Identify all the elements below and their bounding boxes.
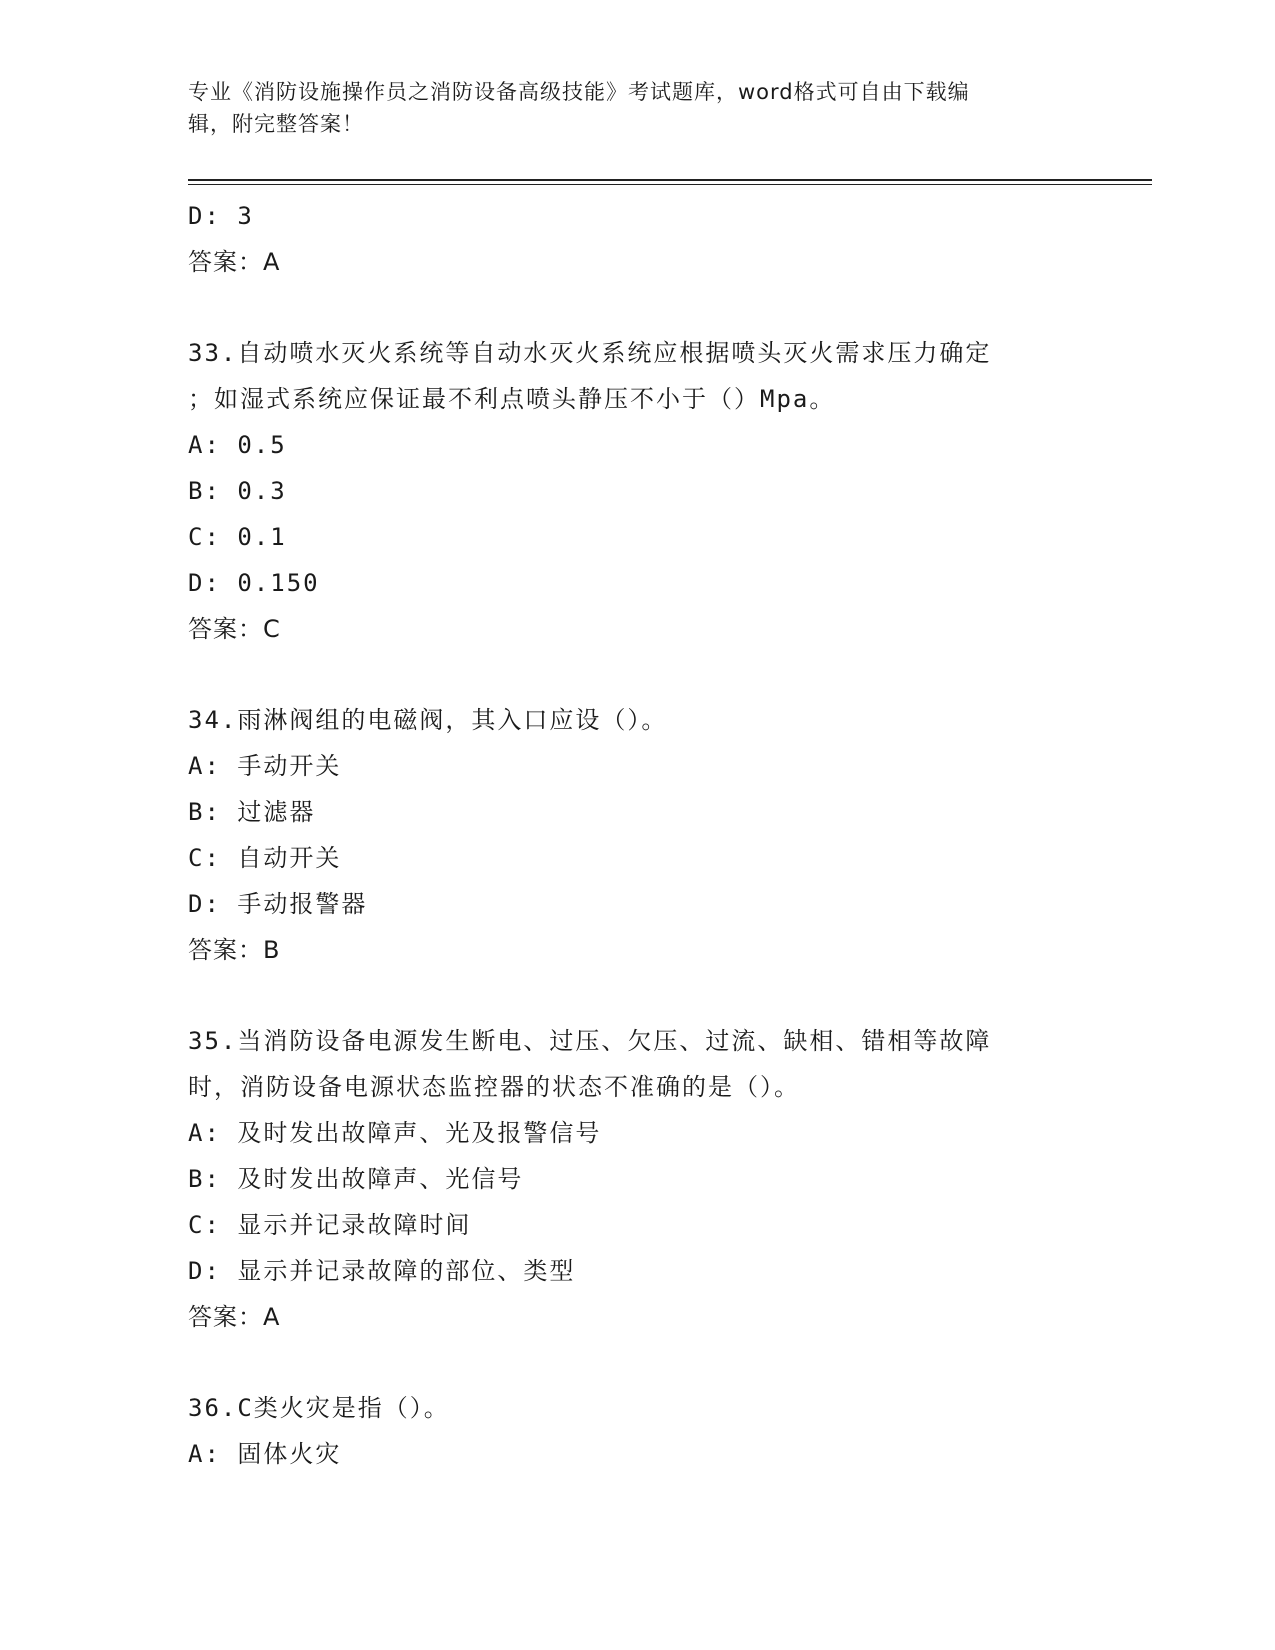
header-title-line-1: 专业《消防设施操作员之消防设备高级技能》考试题库，word格式可自由下载编	[188, 80, 970, 104]
option-b: B: 过滤器	[188, 798, 316, 826]
answer: 答案：B	[188, 936, 281, 964]
option-b: B: 及时发出故障声、光信号	[188, 1165, 524, 1193]
option-a: A: 0.5	[188, 431, 287, 459]
spacer	[188, 285, 1088, 330]
spacer	[188, 1340, 1088, 1385]
option-b: B: 0.3	[188, 477, 287, 505]
header-divider-thin	[188, 184, 1152, 185]
option-d: D: 0.150	[188, 569, 320, 597]
question-block-32	[188, 193, 1088, 285]
header-title-line-2: 辑，附完整答案！	[188, 112, 364, 136]
question-text-line-1: 34.雨淋阀组的电磁阀，其入口应设（）。	[188, 706, 668, 734]
question-block-35	[188, 1018, 1088, 1340]
option-a: A: 及时发出故障声、光及报警信号	[188, 1119, 602, 1147]
option-a: A: 固体火灾	[188, 1440, 342, 1468]
question-text-line-2: ；如湿式系统应保证最不利点喷头静压不小于（）Mpa。	[188, 385, 836, 413]
option-c: C: 0.1	[188, 523, 287, 551]
question-text-line-1: 33.自动喷水灭火系统等自动水灭火系统应根据喷头灭火需求压力确定	[188, 339, 992, 367]
option-d: D: 显示并记录故障的部位、类型	[188, 1257, 576, 1285]
question-list	[188, 193, 1088, 1477]
spacer	[188, 652, 1088, 697]
option-d: D: 3	[188, 202, 254, 230]
question-text-line-1: 35.当消防设备电源发生断电、过压、欠压、过流、缺相、错相等故障	[188, 1027, 992, 1055]
option-a: A: 手动开关	[188, 752, 342, 780]
question-block-36	[188, 1385, 1088, 1477]
answer: 答案：A	[188, 1303, 281, 1331]
document-header	[188, 76, 1088, 140]
option-d: D: 手动报警器	[188, 890, 368, 918]
question-block-34	[188, 697, 1088, 973]
header-divider-thick	[188, 179, 1152, 181]
question-text-line-1: 36.C类火灾是指（）。	[188, 1394, 450, 1422]
question-block-33	[188, 330, 1088, 652]
spacer	[188, 973, 1088, 1018]
option-c: C: 自动开关	[188, 844, 342, 872]
question-text-line-2: 时，消防设备电源状态监控器的状态不准确的是（）。	[188, 1073, 800, 1101]
answer: 答案：C	[188, 615, 281, 643]
option-c: C: 显示并记录故障时间	[188, 1211, 472, 1239]
answer: 答案：A	[188, 248, 281, 276]
